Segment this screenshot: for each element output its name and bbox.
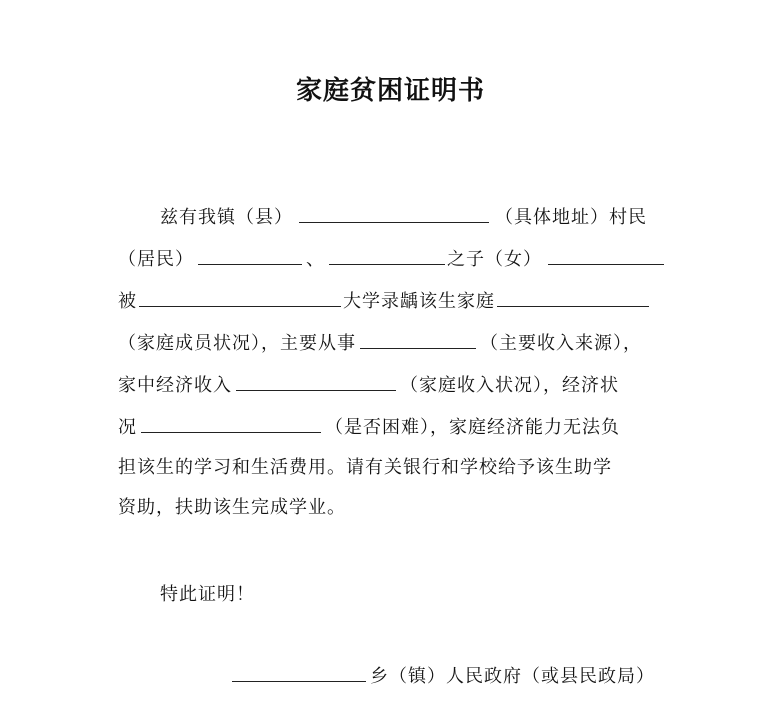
paragraph-line-3 bbox=[118, 288, 678, 314]
line2-text-a: （居民） bbox=[118, 249, 194, 270]
paragraph-line-7: 担该生的学习和生活费用。请有关银行和学校给予该生助学 bbox=[118, 457, 612, 478]
blank-hardship-status[interactable] bbox=[141, 414, 321, 433]
blank-parent-2[interactable] bbox=[329, 246, 445, 265]
blank-parent-1[interactable] bbox=[198, 246, 302, 265]
line6-text-b: （是否困难），家庭经济能力无法负 bbox=[325, 417, 620, 438]
line4-text-b: （主要收入来源）， bbox=[480, 333, 642, 354]
paragraph-line-8: 资助，扶助该生完成学业。 bbox=[118, 497, 346, 518]
blank-household-income[interactable] bbox=[236, 372, 396, 391]
line2-text-c: 之子（女） bbox=[447, 249, 542, 270]
line5-text-a: 家中经济收入 bbox=[118, 375, 232, 396]
blank-township[interactable] bbox=[232, 663, 366, 682]
paragraph-line-2 bbox=[118, 246, 678, 272]
paragraph-line-1 bbox=[160, 204, 720, 230]
line3-text-b: 大学录龋该生家庭 bbox=[343, 291, 495, 312]
blank-family-members[interactable] bbox=[497, 288, 649, 307]
blank-university[interactable] bbox=[139, 288, 341, 307]
blank-income-source[interactable] bbox=[360, 330, 476, 349]
line6-text-a: 况 bbox=[118, 417, 137, 438]
blank-address[interactable] bbox=[299, 204, 489, 223]
line2-text-b: 、 bbox=[306, 249, 325, 270]
line1-text-a: 兹有我镇（县） bbox=[160, 207, 293, 228]
line4-text-a: （家庭成员状况），主要从事 bbox=[118, 333, 356, 354]
signature-line bbox=[232, 662, 655, 688]
document-title: 家庭贫困证明书 bbox=[295, 76, 485, 106]
paragraph-line-4 bbox=[118, 330, 678, 356]
line5-text-b: （家庭收入状况），经济状 bbox=[400, 375, 619, 396]
closing-statement: 特此证明！ bbox=[160, 584, 255, 605]
paragraph-line-5 bbox=[118, 372, 678, 398]
line1-text-b: （具体地址）村民 bbox=[495, 207, 647, 228]
line3-text-a: 被 bbox=[118, 291, 137, 312]
paragraph-line-6 bbox=[118, 414, 678, 440]
signature-authority: 乡（镇）人民政府（或县民政局） bbox=[370, 666, 655, 687]
blank-student-name[interactable] bbox=[548, 246, 664, 265]
